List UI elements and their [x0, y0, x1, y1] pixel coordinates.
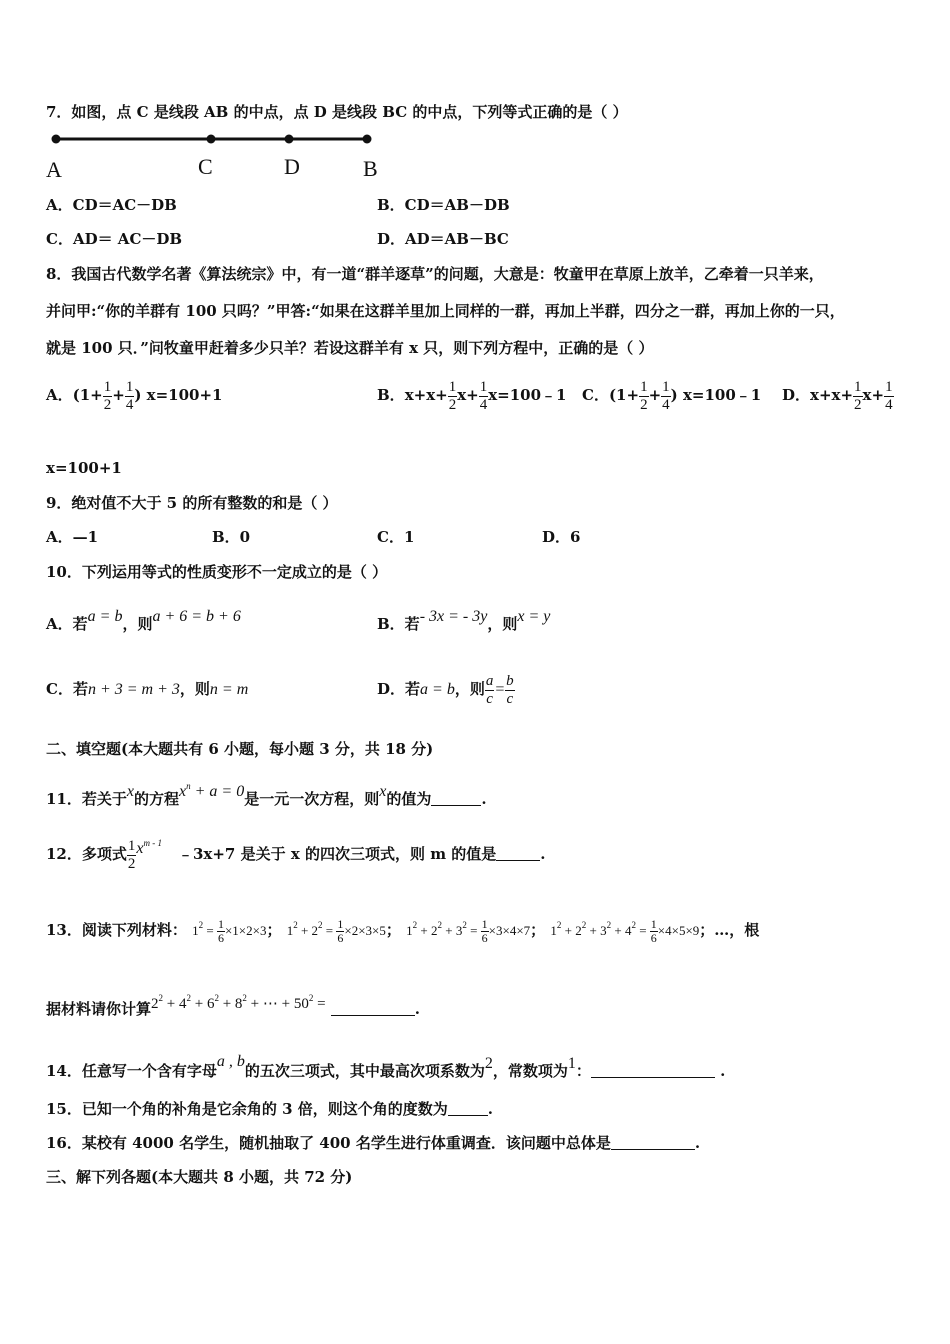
point-c-label: C — [198, 154, 213, 179]
q13-line-1: 13．阅读下列材料： $1^2$ = $\frac{1}{6}$ ×1×2×3； $1^2 + 2^2$ = $\frac{1}{6}$ ×2×3×5； $1^2 + 2^2 + 3^2$ = $\frac{1}{6}$ ×3×4×7； $1^2 + 2^2 + 3^2 + 4^2$ = $\frac{1}{6}$ ×4×5×9；…，根 — [46, 916, 760, 945]
q8-line-2: 并问甲:“你的羊群有 100 只吗？”甲答:“如果在这群羊里加上同样的一群，再加上半群，四分之一群，再加上你的一只， — [46, 302, 845, 320]
q15: 15．已知一个角的补角是它余角的 3 倍，则这个角的度数为 . — [46, 1100, 493, 1118]
q9-option-d: D．6 — [542, 528, 581, 546]
q16-answer-blank[interactable] — [611, 1135, 695, 1150]
q14: 14．任意写一个含有字母a , b的五次三项式，其中最高次项系数为2，常数项为1： . — [46, 1053, 726, 1080]
q14-answer-blank[interactable] — [591, 1063, 715, 1078]
point-b-dot — [363, 135, 372, 144]
q7-stem: 7．如图，点 C 是线段 AB 的中点，点 D 是线段 BC 的中点，下列等式正确的是（ ） — [46, 103, 628, 121]
q10-option-a: A．若a = b，则a + 6 = b + 6 — [46, 608, 241, 633]
q7-option-d: D．AD＝AB－BC — [377, 230, 509, 248]
q7-option-c: C．AD＝ AC－DB — [46, 230, 183, 248]
q9-option-b: B．0 — [212, 528, 251, 546]
point-b-label: B — [363, 156, 378, 181]
q7-option-b: B．CD＝AB－DB — [377, 196, 510, 214]
q8-option-c: C．(1+ $\frac{1}{2}$ + $\frac{1}{4}$ ) x=100﹣1 — [582, 378, 762, 413]
q15-answer-blank[interactable] — [448, 1101, 488, 1116]
segment-diagram — [46, 128, 386, 152]
q12-answer-blank[interactable] — [496, 846, 540, 861]
q8-line-1: 8．我国古代数学名著《算法统宗》中，有一道“群羊逐草”的问题，大意是：牧童甲在草原上放羊，乙牵着一只羊来， — [46, 265, 824, 283]
section-3-heading: 三、解下列各题(本大题共 8 小题，共 72 分) — [46, 1168, 353, 1186]
q16: 16．某校有 4000 名学生，随机抽取了 400 名学生进行体重调查．该问题中总体是 . — [46, 1134, 701, 1152]
q9-option-c: C．1 — [377, 528, 415, 546]
q13-answer-blank[interactable] — [331, 1001, 415, 1016]
point-d-dot — [285, 135, 294, 144]
point-a-dot — [52, 135, 61, 144]
q11: 11．若关于x的方程$x^n + a = 0$是一元一次方程，则x的值为 . — [46, 781, 487, 808]
q8-option-a: A．(1+ $\frac{1}{2}$ + $\frac{1}{4}$ ) x=100+1 — [46, 378, 223, 413]
q9-stem: 9．绝对值不大于 5 的所有整数的和是（ ） — [46, 494, 338, 512]
q10-stem: 10．下列运用等式的性质变形不一定成立的是（ ） — [46, 563, 388, 581]
q11-answer-blank[interactable] — [431, 791, 481, 806]
q13-line-2: 据材料请你计算$2^2 + 4^2 + 6^2 + 8^2$ + ⋯ + $50^2$ = . — [46, 993, 421, 1018]
q10-option-c: C．若n + 3 = m + 3，则n = m — [46, 680, 249, 698]
q12: 12．多项式 $\frac{1}{2}$ $x^{m - 1}﹣3x+7$ 是关于 x 的四次三项式，则 m 的值是 . — [46, 837, 546, 872]
q9-option-a: A．—1 — [46, 528, 99, 546]
q8-option-d: D．x+x+ $\frac{1}{2}$ x+ $\frac{1}{4}$ — [782, 378, 893, 413]
point-a-label: A — [46, 157, 62, 182]
point-d-label: D — [284, 154, 300, 179]
q10-option-d: D．若a = b，则 $\frac{a}{c}$ = $\frac{b}{c}$ — [377, 672, 514, 707]
section-2-heading: 二、填空题(本大题共有 6 小题，每小题 3 分，共 18 分) — [46, 740, 434, 758]
q10-option-b: B．若- 3x = - 3y，则x = y — [377, 608, 551, 633]
q8-option-d-continued: x=100+1 — [46, 459, 122, 477]
q8-line-3: 就是 100 只．”问牧童甲赶着多少只羊？若设这群羊有 x 只，则下列方程中，正确的是（ ） — [46, 339, 654, 357]
q8-option-b: B．x+x+ $\frac{1}{2}$ x+ $\frac{1}{4}$ x=100﹣1 — [377, 378, 567, 413]
point-c-dot — [207, 135, 216, 144]
q7-option-a: A．CD＝AC－DB — [46, 196, 177, 214]
